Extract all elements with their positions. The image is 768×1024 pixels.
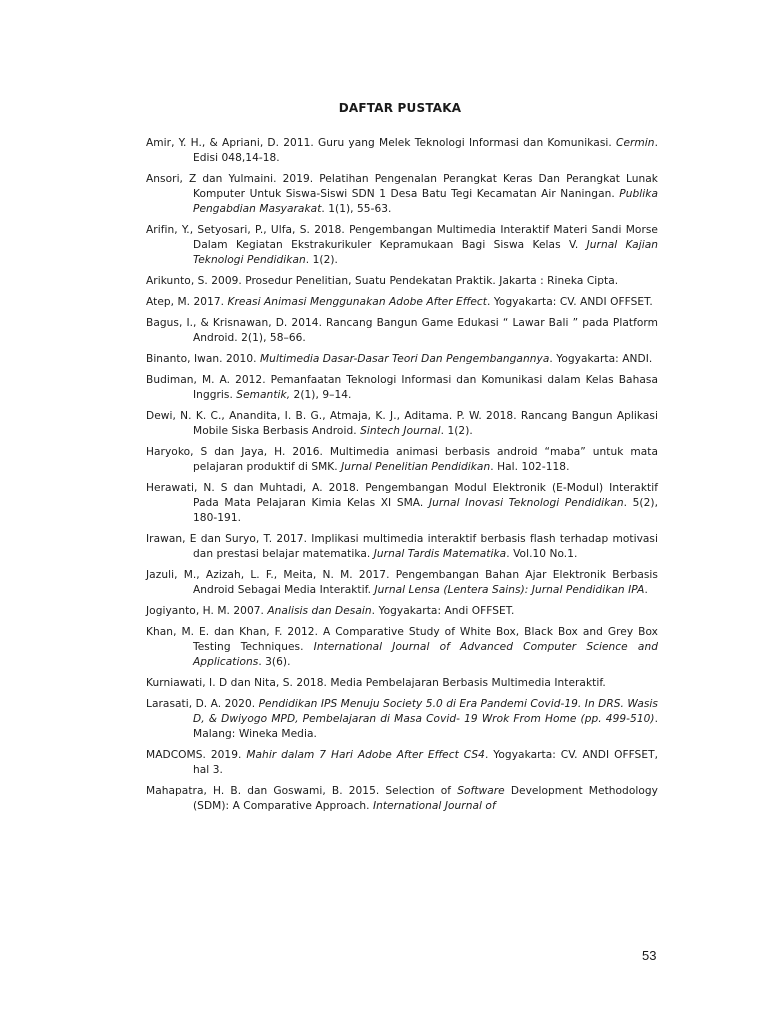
reference-italic-text: Jurnal Penelitian Pendidikan	[341, 461, 491, 473]
reference-italic-text: Jurnal Lensa (Lentera Sains): Jurnal Pendidikan IPA	[374, 583, 645, 596]
reference-text: Ansori, Z dan Yulmaini. 2019. Pelatihan Pengenalan Perangkat Keras Dan Perangkat Lunak Komputer Untuk Siswa-Siswi SDN 1 Desa Batu Tegi Kecamatan Air Naningan.	[146, 173, 658, 200]
reference-text: .	[644, 583, 648, 596]
reference-entry	[146, 136, 658, 166]
reference-entry	[146, 604, 658, 619]
reference-italic-text: Sintech Journal	[360, 425, 441, 437]
reference-italic-text: Jurnal Inovasi Teknologi Pendidikan	[428, 497, 624, 509]
reference-italic-text: Publika Pengabdian Masyarakat	[193, 187, 658, 215]
reference-text: . Edisi 048,14-18.	[193, 137, 658, 164]
page-number: 53	[642, 948, 657, 963]
reference-text: . Yogyakarta: ANDI.	[549, 353, 653, 365]
reference-italic-text: Kreasi Animasi Menggunakan Adobe After Effect	[227, 295, 487, 308]
reference-italic-text: Semantik,	[236, 389, 291, 401]
reference-entry	[146, 172, 658, 217]
reference-italic-text: Jurnal Kajian Teknologi Pendidikan	[193, 238, 659, 266]
reference-entry	[146, 784, 658, 814]
reference-italic-text: Software	[457, 785, 505, 797]
reference-italic-text: Pendidikan IPS Menuju Society 5.0 di Era Pandemi Covid-19. In DRS. Wasis D, & Dwiyogo MPD, Pembelajaran di Masa Covid- 19 Wrok From Home (pp. 499-510)	[193, 698, 658, 725]
reference-text: Jazuli, M., Azizah, L. F., Meita, N. M. 2017. Pengembangan Bahan Ajar Elektronik Berbasis Android Sebagai Media Interaktif.	[146, 569, 658, 596]
reference-text: Herawati, N. S dan Muhtadi, A. 2018. Pengembangan Modul Elektronik (E-Modul) Interaktif Pada Mata Pelajaran Kimia Kelas XI SMA.	[146, 482, 658, 509]
reference-text: . 1(1), 55-63.	[321, 202, 392, 215]
reference-italic-text: Multimedia Dasar-Dasar Teori Dan Pengembangannya	[259, 353, 550, 365]
reference-text: . Yogyakarta: CV. ANDI OFFSET, hal 3.	[193, 749, 659, 776]
reference-text: Bagus, I., & Krisnawan, D. 2014. Rancang Bangun Game Edukasi “ Lawar Bali ” pada Platform Android. 2(1), 58–66.	[146, 317, 658, 344]
reference-italic-text: Cermin	[616, 137, 655, 149]
reference-text: Khan, M. E. dan Khan, F. 2012. A Comparative Study of White Box, Black Box and Grey Box Testing Techniques.	[146, 626, 658, 653]
reference-text: Larasati, D. A. 2020.	[146, 698, 259, 711]
reference-entry	[146, 697, 658, 742]
reference-entry	[146, 223, 658, 268]
reference-italic-text: Mahir dalam 7 Hari Adobe After Effect CS4	[246, 749, 485, 761]
reference-text: Atep, M. 2017.	[146, 295, 228, 308]
reference-text: Haryoko, S dan Jaya, H. 2016. Multimedia animasi berbasis android “maba” untuk mata pelajaran produktif di SMK.	[146, 446, 658, 473]
page-title: DAFTAR PUSTAKA	[338, 101, 462, 115]
reference-text: Mahapatra, H. B. dan Goswami, B. 2015. Selection of	[146, 785, 458, 797]
reference-entry	[146, 568, 658, 598]
reference-text: Dewi, N. K. C., Anandita, I. B. G., Atmaja, K. J., Aditama. P. W. 2018. Rancang Bangun Aplikasi Mobile Siska Berbasis Android.	[146, 410, 658, 437]
reference-text: Kurniawati, I. D dan Nita, S. 2018. Media Pembelajaran Berbasis Multimedia Interaktif.	[146, 677, 606, 689]
reference-entry	[146, 352, 658, 367]
reference-text: Binanto, Iwan. 2010.	[146, 353, 260, 365]
reference-entry	[146, 409, 658, 439]
reference-text: MADCOMS. 2019.	[146, 749, 247, 761]
reference-italic-text: Jurnal Tardis Matematika	[373, 547, 507, 560]
reference-text: . Hal. 102-118.	[490, 461, 570, 473]
reference-entry	[146, 295, 658, 310]
reference-entry	[146, 373, 658, 403]
reference-entry	[146, 274, 658, 289]
reference-text: . Yogyakarta: Andi OFFSET.	[371, 605, 515, 617]
reference-entry	[146, 748, 658, 778]
reference-list	[146, 136, 658, 820]
reference-text: . Malang: Wineka Media.	[193, 713, 658, 740]
reference-entry	[146, 445, 658, 475]
reference-text: Irawan, E dan Suryo, T. 2017. Implikasi multimedia interaktif berbasis flash terhadap motivasi dan prestasi belajar matematika.	[146, 533, 658, 560]
reference-italic-text: Analisis dan Desain	[267, 605, 372, 617]
reference-text: Arifin, Y., Setyosari, P., Ulfa, S. 2018. Pengembangan Multimedia Interaktif Materi Sandi Morse Dalam Kegiatan Ekstrakurikuler Kepramukaan Bagi Siswa Kelas V.	[146, 223, 658, 251]
reference-italic-text: International Journal of	[372, 799, 496, 812]
reference-text: . Yogyakarta: CV. ANDI OFFSET.	[486, 295, 653, 308]
reference-entry	[146, 316, 658, 346]
reference-text: Jogiyanto, H. M. 2007.	[146, 605, 268, 617]
reference-text: . 3(6).	[258, 655, 291, 668]
reference-entry	[146, 676, 658, 691]
reference-entry	[146, 481, 658, 526]
reference-text: . 1(2).	[440, 425, 473, 437]
reference-text: Budiman, M. A. 2012. Pemanfaatan Teknologi Informasi dan Komunikasi dalam Kelas Bahasa Inggris.	[146, 374, 658, 401]
reference-text: . 1(2).	[305, 253, 338, 266]
reference-text: Arikunto, S. 2009. Prosedur Penelitian, Suatu Pendekatan Praktik. Jakarta : Rineka Cipta.	[146, 274, 619, 287]
reference-text: Development Methodology (SDM): A Comparative Approach.	[193, 785, 658, 812]
reference-entry	[146, 625, 658, 670]
reference-entry	[146, 532, 658, 562]
reference-italic-text: International Journal of Advanced Computer Science and Applications	[193, 641, 658, 668]
reference-text: Amir, Y. H., & Apriani, D. 2011. Guru yang Melek Teknologi Informasi dan Komunikasi.	[146, 137, 617, 149]
reference-text: 2(1), 9–14.	[290, 389, 352, 401]
reference-text: . 5(2), 180-191.	[193, 497, 659, 524]
reference-text: . Vol.10 No.1.	[506, 547, 578, 560]
